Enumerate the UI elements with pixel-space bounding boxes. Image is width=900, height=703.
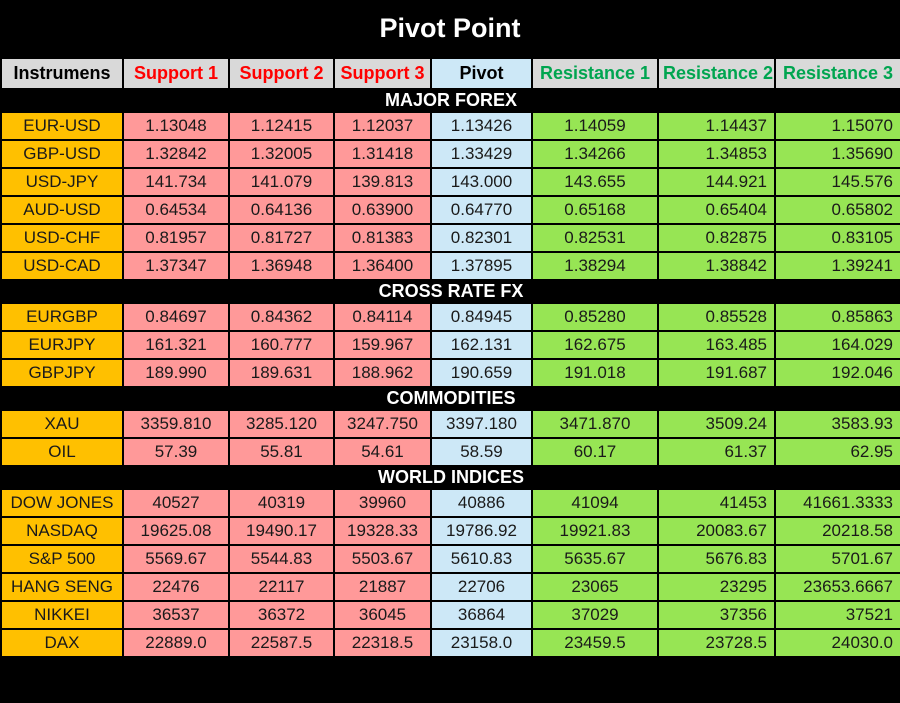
resistance3-cell: 192.046: [775, 359, 900, 387]
instrument-cell: NASDAQ: [1, 517, 123, 545]
col-header-support-1: Support 1: [123, 58, 229, 89]
resistance1-cell: 0.82531: [532, 224, 658, 252]
support1-cell: 3359.810: [123, 410, 229, 438]
support2-cell: 1.36948: [229, 252, 334, 280]
table-row: [1, 196, 900, 224]
support1-cell: 1.32842: [123, 140, 229, 168]
instrument-cell: USD-CAD: [1, 252, 123, 280]
pivot-cell: 190.659: [431, 359, 532, 387]
pivot-cell: 1.13426: [431, 112, 532, 140]
resistance3-cell: 1.39241: [775, 252, 900, 280]
pivot-cell: 22706: [431, 573, 532, 601]
resistance1-cell: 191.018: [532, 359, 658, 387]
instrument-cell: S&P 500: [1, 545, 123, 573]
support1-cell: 40527: [123, 489, 229, 517]
resistance2-cell: 144.921: [658, 168, 775, 196]
instrument-cell: USD-CHF: [1, 224, 123, 252]
table-row: [1, 489, 900, 517]
resistance2-cell: 1.34853: [658, 140, 775, 168]
resistance1-cell: 60.17: [532, 438, 658, 466]
support3-cell: 0.63900: [334, 196, 431, 224]
support2-cell: 36372: [229, 601, 334, 629]
table-row: [1, 545, 900, 573]
support2-cell: 0.84362: [229, 303, 334, 331]
support3-cell: 0.81383: [334, 224, 431, 252]
pivot-cell: 162.131: [431, 331, 532, 359]
support2-cell: 40319: [229, 489, 334, 517]
resistance1-cell: 162.675: [532, 331, 658, 359]
resistance2-cell: 5676.83: [658, 545, 775, 573]
col-header-support-3: Support 3: [334, 58, 431, 89]
section-header-label: MAJOR FOREX: [1, 89, 900, 112]
instrument-cell: DAX: [1, 629, 123, 657]
support3-cell: 36045: [334, 601, 431, 629]
support2-cell: 1.32005: [229, 140, 334, 168]
support2-cell: 55.81: [229, 438, 334, 466]
support1-cell: 5569.67: [123, 545, 229, 573]
resistance3-cell: 1.15070: [775, 112, 900, 140]
table-row: [1, 438, 900, 466]
resistance3-cell: 145.576: [775, 168, 900, 196]
instrument-cell: USD-JPY: [1, 168, 123, 196]
resistance3-cell: 37521: [775, 601, 900, 629]
resistance3-cell: 1.35690: [775, 140, 900, 168]
table-row: [1, 410, 900, 438]
col-header-resistance-2: Resistance 2: [658, 58, 775, 89]
section-header-row: [1, 280, 900, 303]
section-header-label: COMMODITIES: [1, 387, 900, 410]
pivot-cell: 5610.83: [431, 545, 532, 573]
pivot-cell: 143.000: [431, 168, 532, 196]
support2-cell: 189.631: [229, 359, 334, 387]
resistance3-cell: 0.85863: [775, 303, 900, 331]
table-row: [1, 224, 900, 252]
support2-cell: 141.079: [229, 168, 334, 196]
support3-cell: 0.84114: [334, 303, 431, 331]
support3-cell: 1.12037: [334, 112, 431, 140]
instrument-cell: XAU: [1, 410, 123, 438]
col-header-instruments: Instrumens: [1, 58, 123, 89]
resistance3-cell: 41661.3333: [775, 489, 900, 517]
support2-cell: 0.64136: [229, 196, 334, 224]
section-header-row: [1, 466, 900, 489]
table-row: [1, 359, 900, 387]
support3-cell: 159.967: [334, 331, 431, 359]
resistance3-cell: 0.83105: [775, 224, 900, 252]
pivot-cell: 0.64770: [431, 196, 532, 224]
resistance3-cell: 20218.58: [775, 517, 900, 545]
pivot-cell: 23158.0: [431, 629, 532, 657]
support3-cell: 139.813: [334, 168, 431, 196]
col-header-resistance-3: Resistance 3: [775, 58, 900, 89]
resistance2-cell: 1.14437: [658, 112, 775, 140]
support1-cell: 161.321: [123, 331, 229, 359]
table-row: [1, 140, 900, 168]
resistance1-cell: 23459.5: [532, 629, 658, 657]
support1-cell: 1.13048: [123, 112, 229, 140]
resistance1-cell: 1.34266: [532, 140, 658, 168]
col-header-resistance-1: Resistance 1: [532, 58, 658, 89]
resistance3-cell: 0.65802: [775, 196, 900, 224]
resistance1-cell: 3471.870: [532, 410, 658, 438]
support1-cell: 22889.0: [123, 629, 229, 657]
col-header-support-2: Support 2: [229, 58, 334, 89]
resistance1-cell: 37029: [532, 601, 658, 629]
instrument-cell: HANG SENG: [1, 573, 123, 601]
pivot-cell: 3397.180: [431, 410, 532, 438]
column-header-row: [1, 58, 900, 89]
support3-cell: 22318.5: [334, 629, 431, 657]
pivot-cell: 1.33429: [431, 140, 532, 168]
resistance2-cell: 20083.67: [658, 517, 775, 545]
support3-cell: 3247.750: [334, 410, 431, 438]
resistance2-cell: 3509.24: [658, 410, 775, 438]
support1-cell: 36537: [123, 601, 229, 629]
support3-cell: 39960: [334, 489, 431, 517]
pivot-cell: 36864: [431, 601, 532, 629]
resistance2-cell: 0.85528: [658, 303, 775, 331]
table-body: [1, 89, 900, 657]
resistance2-cell: 37356: [658, 601, 775, 629]
support1-cell: 0.64534: [123, 196, 229, 224]
support1-cell: 0.81957: [123, 224, 229, 252]
pivot-cell: 0.82301: [431, 224, 532, 252]
section-header-label: CROSS RATE FX: [1, 280, 900, 303]
resistance3-cell: 5701.67: [775, 545, 900, 573]
support3-cell: 19328.33: [334, 517, 431, 545]
pivot-cell: 19786.92: [431, 517, 532, 545]
resistance2-cell: 1.38842: [658, 252, 775, 280]
support1-cell: 22476: [123, 573, 229, 601]
section-header-label: WORLD INDICES: [1, 466, 900, 489]
resistance2-cell: 23728.5: [658, 629, 775, 657]
resistance1-cell: 1.38294: [532, 252, 658, 280]
table-row: [1, 252, 900, 280]
instrument-cell: EUR-USD: [1, 112, 123, 140]
resistance2-cell: 0.82875: [658, 224, 775, 252]
pivot-cell: 40886: [431, 489, 532, 517]
support3-cell: 1.31418: [334, 140, 431, 168]
resistance3-cell: 23653.6667: [775, 573, 900, 601]
support2-cell: 160.777: [229, 331, 334, 359]
support1-cell: 57.39: [123, 438, 229, 466]
support1-cell: 141.734: [123, 168, 229, 196]
instrument-cell: GBPJPY: [1, 359, 123, 387]
table-row: [1, 573, 900, 601]
table-row: [1, 303, 900, 331]
resistance2-cell: 0.65404: [658, 196, 775, 224]
resistance3-cell: 3583.93: [775, 410, 900, 438]
resistance2-cell: 191.687: [658, 359, 775, 387]
resistance1-cell: 41094: [532, 489, 658, 517]
resistance2-cell: 23295: [658, 573, 775, 601]
resistance3-cell: 62.95: [775, 438, 900, 466]
table-row: [1, 517, 900, 545]
resistance1-cell: 0.65168: [532, 196, 658, 224]
pivot-cell: 1.37895: [431, 252, 532, 280]
resistance1-cell: 19921.83: [532, 517, 658, 545]
support1-cell: 1.37347: [123, 252, 229, 280]
instrument-cell: EURGBP: [1, 303, 123, 331]
section-header-row: [1, 89, 900, 112]
resistance1-cell: 0.85280: [532, 303, 658, 331]
support2-cell: 3285.120: [229, 410, 334, 438]
table-row: [1, 601, 900, 629]
pivot-table: [0, 57, 900, 658]
support2-cell: 22587.5: [229, 629, 334, 657]
col-header-pivot: Pivot: [431, 58, 532, 89]
pivot-cell: 58.59: [431, 438, 532, 466]
support2-cell: 5544.83: [229, 545, 334, 573]
resistance2-cell: 163.485: [658, 331, 775, 359]
instrument-cell: GBP-USD: [1, 140, 123, 168]
instrument-cell: OIL: [1, 438, 123, 466]
instrument-cell: DOW JONES: [1, 489, 123, 517]
support1-cell: 0.84697: [123, 303, 229, 331]
instrument-cell: EURJPY: [1, 331, 123, 359]
support3-cell: 1.36400: [334, 252, 431, 280]
support1-cell: 19625.08: [123, 517, 229, 545]
table-row: [1, 168, 900, 196]
support3-cell: 21887: [334, 573, 431, 601]
instrument-cell: AUD-USD: [1, 196, 123, 224]
resistance3-cell: 24030.0: [775, 629, 900, 657]
table-row: [1, 112, 900, 140]
page-title: Pivot Point: [379, 13, 521, 43]
resistance1-cell: 1.14059: [532, 112, 658, 140]
resistance2-cell: 41453: [658, 489, 775, 517]
support1-cell: 189.990: [123, 359, 229, 387]
table-row: [1, 331, 900, 359]
resistance1-cell: 5635.67: [532, 545, 658, 573]
section-header-row: [1, 387, 900, 410]
resistance1-cell: 23065: [532, 573, 658, 601]
table-row: [1, 629, 900, 657]
resistance2-cell: 61.37: [658, 438, 775, 466]
support3-cell: 54.61: [334, 438, 431, 466]
support3-cell: 5503.67: [334, 545, 431, 573]
support2-cell: 22117: [229, 573, 334, 601]
support2-cell: 19490.17: [229, 517, 334, 545]
support2-cell: 0.81727: [229, 224, 334, 252]
support3-cell: 188.962: [334, 359, 431, 387]
pivot-cell: 0.84945: [431, 303, 532, 331]
resistance3-cell: 164.029: [775, 331, 900, 359]
support2-cell: 1.12415: [229, 112, 334, 140]
resistance1-cell: 143.655: [532, 168, 658, 196]
instrument-cell: NIKKEI: [1, 601, 123, 629]
